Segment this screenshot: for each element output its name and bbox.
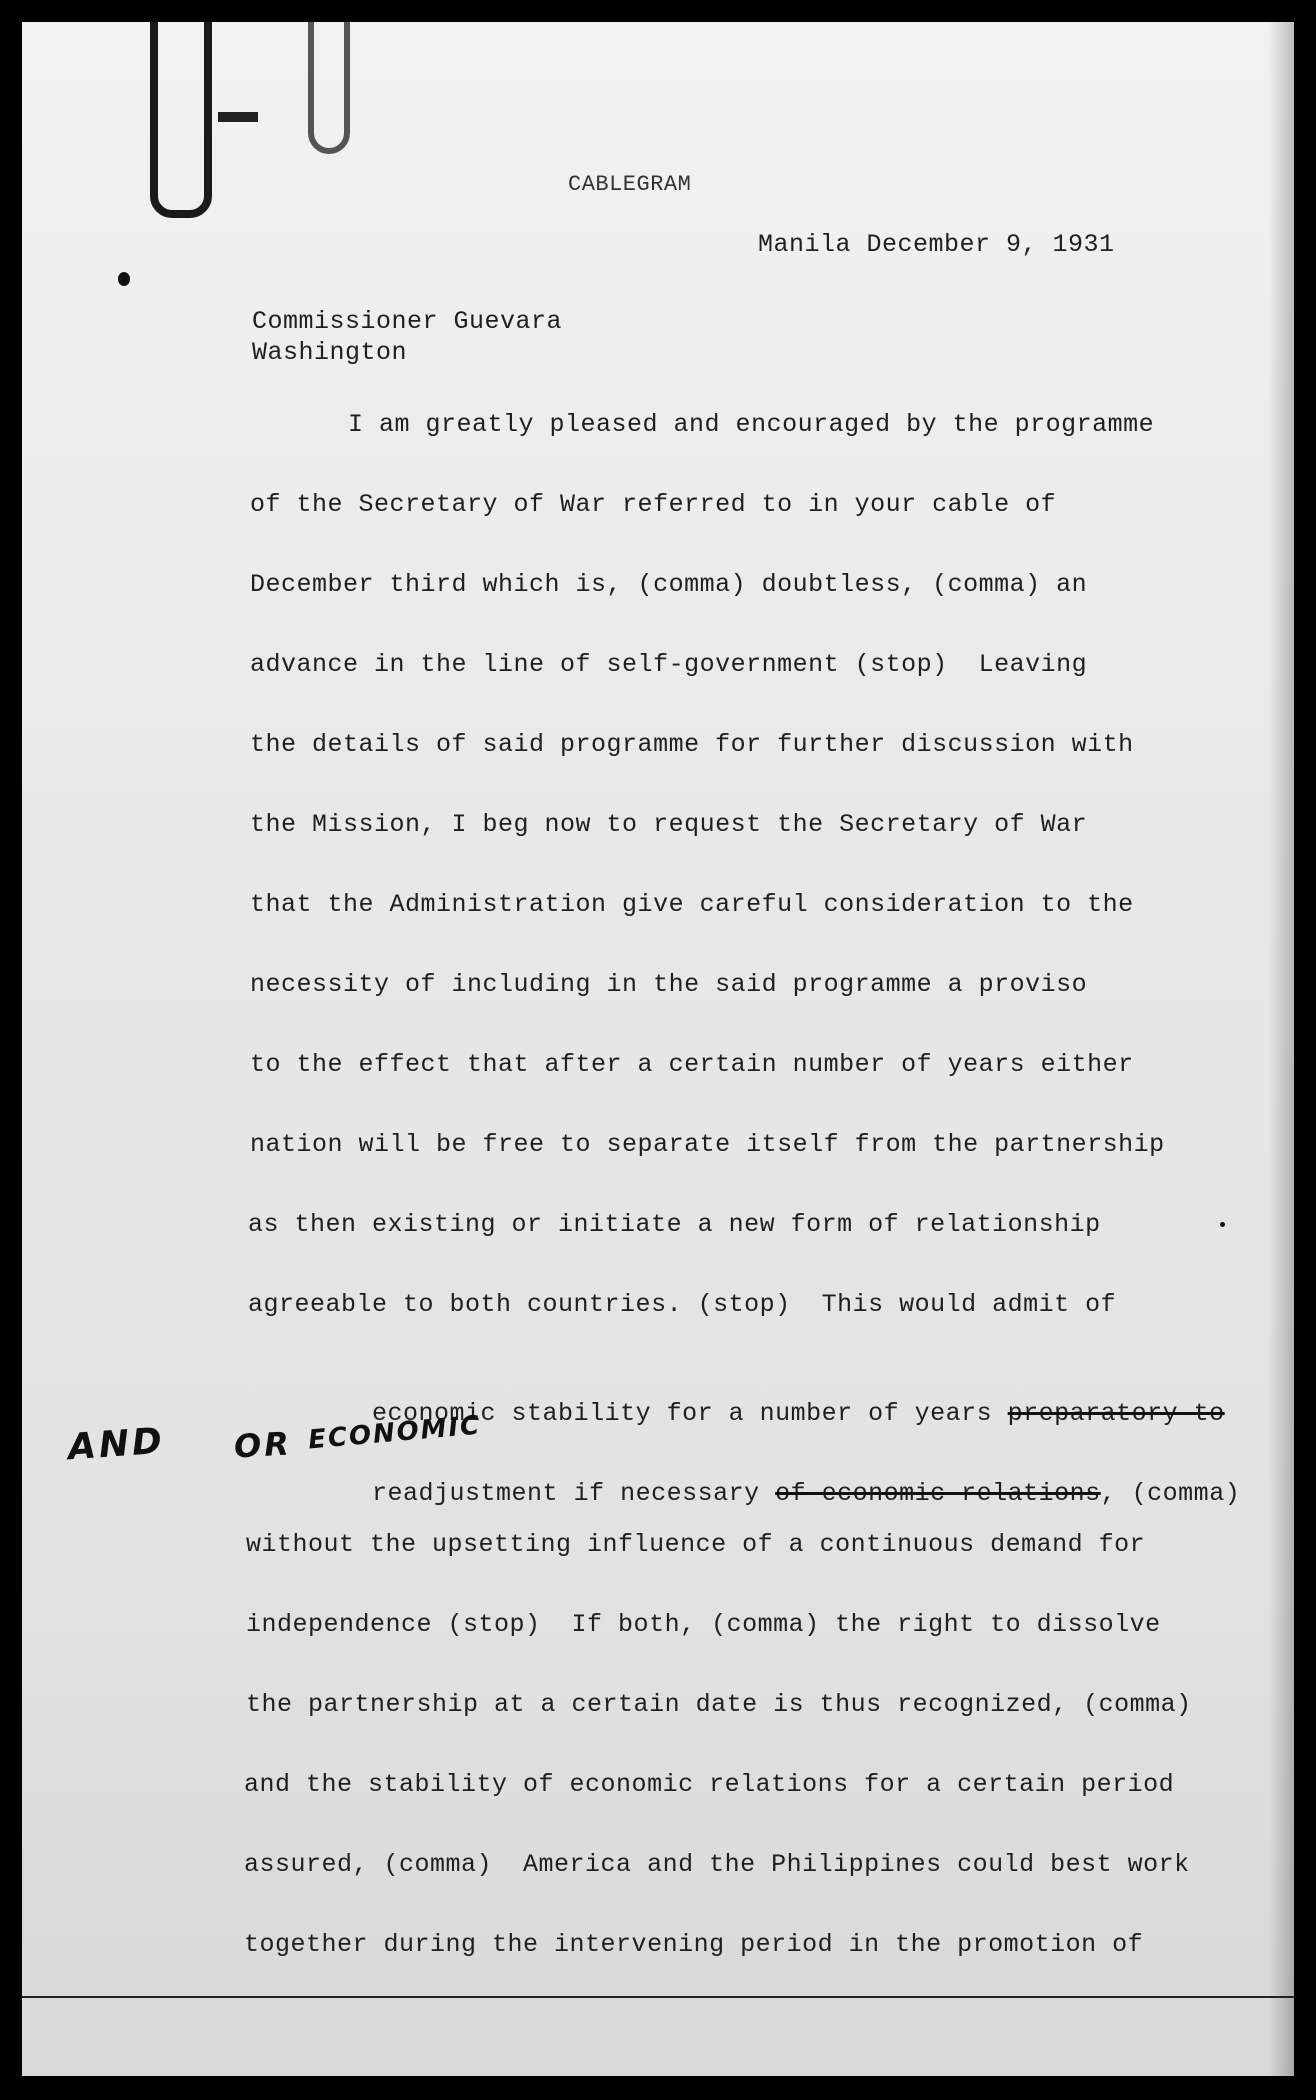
line-text: readjustment if necessary <box>372 1479 776 1508</box>
clip-bar-mark <box>218 112 258 122</box>
body-line: advance in the line of self-government (stop) Leaving <box>250 650 1088 679</box>
handwritten-insertion-or: OR <box>233 1424 293 1466</box>
body-line: to the effect that after a certain number of years either <box>250 1050 1134 1079</box>
addressee-location: Washington <box>252 338 408 367</box>
struck-text: preparatory to <box>1007 1399 1225 1428</box>
line-text: , (comma) <box>1100 1479 1241 1508</box>
body-line: the details of said programme for further discussion with <box>250 730 1134 759</box>
paper-clip-shadow-mark <box>308 22 350 154</box>
ink-speck <box>1220 1222 1225 1227</box>
body-line-with-strikeout <box>248 1450 1240 1537</box>
body-line: that the Administration give careful consideration to the <box>250 890 1134 919</box>
body-line: the partnership at a certain date is thus recognized, (comma) <box>246 1690 1192 1719</box>
page-edge-shadow <box>1268 22 1294 2076</box>
body-line: December third which is, (comma) doubtless, (comma) an <box>250 570 1088 599</box>
body-line: as then existing or initiate a new form of relationship <box>248 1210 1101 1239</box>
body-line: independence (stop) If both, (comma) the right to dissolve <box>246 1610 1161 1639</box>
paper-clip-mark <box>150 22 212 218</box>
body-line: the Mission, I beg now to request the Secretary of War <box>250 810 1088 839</box>
body-line: of the Secretary of War referred to in your cable of <box>250 490 1057 519</box>
body-line: together during the intervening period in the promotion of <box>244 1930 1144 1959</box>
body-line: and the stability of economic relations for a certain period <box>244 1770 1175 1799</box>
handwritten-insertion-and: AND <box>66 1420 167 1469</box>
body-line: without the upsetting influence of a continuous demand for <box>246 1530 1146 1559</box>
addressee-name: Commissioner Guevara <box>252 307 563 336</box>
dateline: Manila December 9, 1931 <box>758 230 1115 259</box>
page-bottom-edge <box>22 1996 1294 1998</box>
ink-speck <box>118 272 130 286</box>
document-page <box>22 22 1294 2076</box>
body-line: nation will be free to separate itself from the partnership <box>250 1130 1165 1159</box>
line-text: economic stability for a number of years <box>372 1399 1008 1428</box>
cablegram-title: CABLEGRAM <box>568 172 692 197</box>
body-line: I am greatly pleased and encouraged by the programme <box>348 410 1155 439</box>
body-line: agreeable to both countries. (stop) This would admit of <box>248 1290 1117 1319</box>
handwritten-insertion-economic: ECONOMIC <box>307 1410 483 1456</box>
body-line: necessity of including in the said programme a proviso <box>250 970 1088 999</box>
struck-text: of economic relations <box>775 1479 1101 1508</box>
body-line: assured, (comma) America and the Philippines could best work <box>244 1850 1190 1879</box>
